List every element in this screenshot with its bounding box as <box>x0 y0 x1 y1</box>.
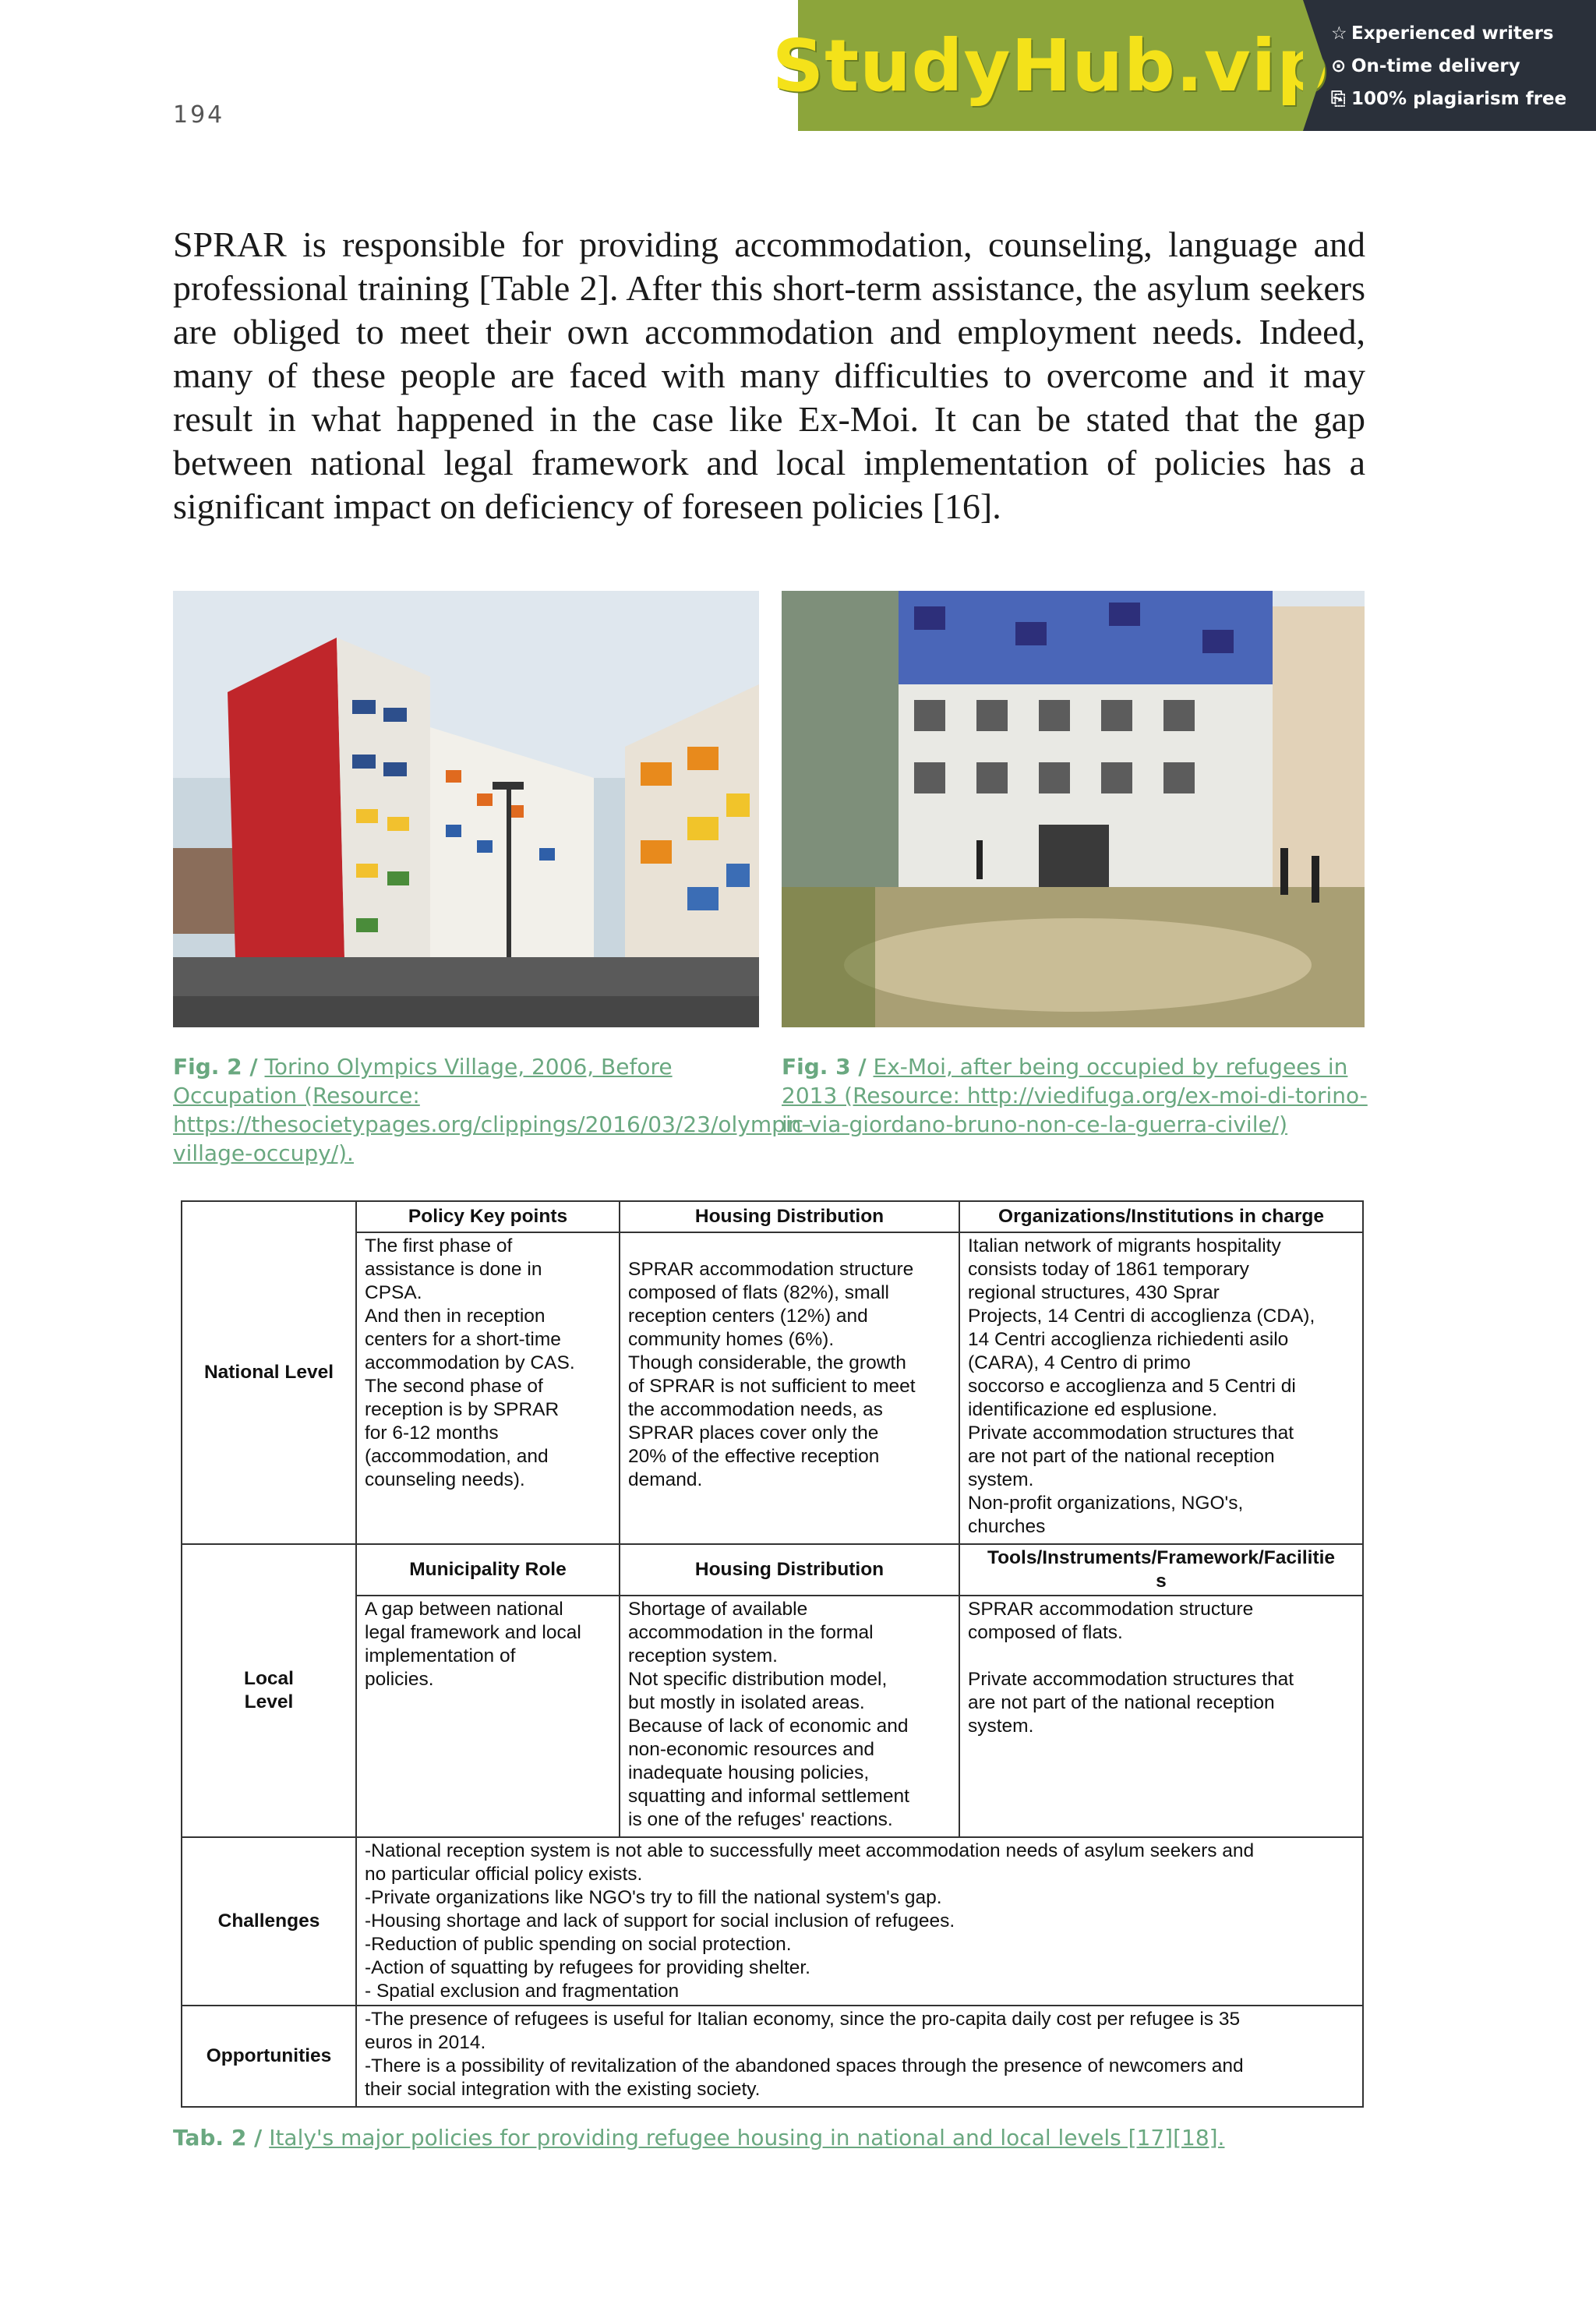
table-cell: A gap between national legal framework and local implementation of policies. <box>356 1596 620 1837</box>
banner-arrow <box>1303 0 1325 131</box>
column-header: Tools/Instruments/Framework/Facilitie s <box>959 1544 1363 1596</box>
clock-icon: ⊙ <box>1331 56 1347 76</box>
row-label-local: Local Level <box>182 1544 356 1837</box>
table-cell: -National reception system is not able to successfully meet accommodation needs of asylum seekers and no particular official policy exists. -Private organizations like NGO's try to fill the national system's gap. -Housing shortage and lack of support for social inclusion of refugees. -Reduction of public spending on social protection. -Action of squatting by refugees for providing shelter. - Spatial exclusion and fragmentation <box>356 1837 1363 2006</box>
feature-label: 100% plagiarism free <box>1351 89 1567 109</box>
column-header: Municipality Role <box>356 1544 620 1596</box>
figure-2-caption-link[interactable]: Torino Olympics Village, 2006, Before Occupation (Resource: https://thesocietypages.org/clippings/2016/03/23/olympic-village-occupy/). <box>173 1054 812 1166</box>
table-cell: SPRAR accommodation structure composed of flats (82%), small reception centers (12%) and community homes (6%). Though considerable, the growth of SPRAR is not sufficient to meet the accommodation needs, as SPRAR places cover only the 20% of the effective reception demand. <box>620 1232 959 1544</box>
table-caption-link[interactable]: Italy's major policies for providing refugee housing in national and local levels [17][18]. <box>269 2125 1225 2151</box>
row-label-national: National Level <box>182 1201 356 1544</box>
banner-feature-list <box>1331 17 1566 115</box>
table-cell: Shortage of available accommodation in the formal reception system. Not specific distribution model, but mostly in isolated areas. Because of lack of economic and non-economic resources and inadequate housing policies, squatting and informal settlement is one of the refuges' reactions. <box>620 1596 959 1837</box>
figure-2-photo <box>173 591 759 1027</box>
feature-item <box>1331 17 1566 50</box>
table-cell: Italian network of migrants hospitality consists today of 1861 temporary regional structures, 430 Sprar Projects, 14 Centri di accoglienza (CDA), 14 Centri accoglienza richiedenti asilo (CARA), 4 Centro di primo soccorso e accoglienza and 5 Centri di identificazione ed esplusione. Private accommodation structures that are not part of the national reception system. Non-profit organizations, NGO's, churches <box>959 1232 1363 1544</box>
table-row <box>182 1544 1363 1596</box>
figure-3-caption <box>782 1052 1374 1139</box>
feature-label: On-time delivery <box>1351 56 1520 76</box>
row-label-opportunities: Opportunities <box>182 2006 356 2107</box>
table-row <box>182 2006 1363 2107</box>
column-header: Housing Distribution <box>620 1544 959 1596</box>
feature-item <box>1331 83 1566 115</box>
column-header: Organizations/Institutions in charge <box>959 1201 1363 1232</box>
table-row <box>182 1837 1363 2006</box>
page-number: 194 <box>173 101 225 129</box>
policy-table <box>181 1200 1364 2108</box>
document-copy-icon: ⎘ <box>1331 89 1346 109</box>
banner-brand-panel[interactable] <box>772 0 1329 131</box>
column-header: Housing Distribution <box>620 1201 959 1232</box>
column-header: Policy Key points <box>356 1201 620 1232</box>
row-label-challenges: Challenges <box>182 1837 356 2006</box>
table-row <box>182 1596 1363 1837</box>
table-cell: -The presence of refugees is useful for Italian economy, since the pro-capita daily cost per refugee is 35 euros in 2014. -There is a possibility of revitalization of the abandoned spaces through the presence of newcomers and their social integration with the existing society. <box>356 2006 1363 2107</box>
figure-3-caption-link[interactable]: Ex-Moi, after being occupied by refugees in 2013 (Resource: http://viedifuga.org/ex-moi-di-torino-in-via-giordano-bruno-non-ce-la-guerra-civile/) <box>782 1054 1368 1137</box>
body-paragraph: SPRAR is responsible for providing accommodation, counseling, language and professional training [Table 2]. After this short-term assistance, the asylum seekers are obliged to meet their own accommodation and employment needs. Indeed, many of these people are faced with many difficulties to overcome and it may result in what happened in the case like Ex-Moi. It can be stated that the gap between national legal framework and local implementation of policies has a significant impact on deficiency of foreseen policies [16]. <box>173 224 1365 526</box>
star-icon: ☆ <box>1331 23 1347 44</box>
figure-2-label: Fig. 2 / <box>173 1054 258 1080</box>
studyhub-ad-banner[interactable] <box>772 0 1596 131</box>
brand-logo[interactable]: StudyHub.vip <box>772 23 1329 108</box>
figure-3-label: Fig. 3 / <box>782 1054 867 1080</box>
table-row <box>182 1232 1363 1544</box>
figure-3-photo <box>782 591 1365 1027</box>
figure-2-caption <box>173 1052 812 1168</box>
table-row <box>182 1201 1363 1232</box>
table-cell: The first phase of assistance is done in CPSA. And then in reception centers for a short-time accommodation by CAS. The second phase of reception is by SPRAR for 6-12 months (accommodation, and counseling needs). <box>356 1232 620 1544</box>
table-caption <box>173 2125 1224 2151</box>
table-caption-label: Tab. 2 / <box>173 2125 263 2151</box>
table-cell: SPRAR accommodation structure composed of flats. Private accommodation structures that are not part of the national reception system. <box>959 1596 1363 1837</box>
feature-label: Experienced writers <box>1351 23 1554 44</box>
feature-item <box>1331 50 1566 83</box>
